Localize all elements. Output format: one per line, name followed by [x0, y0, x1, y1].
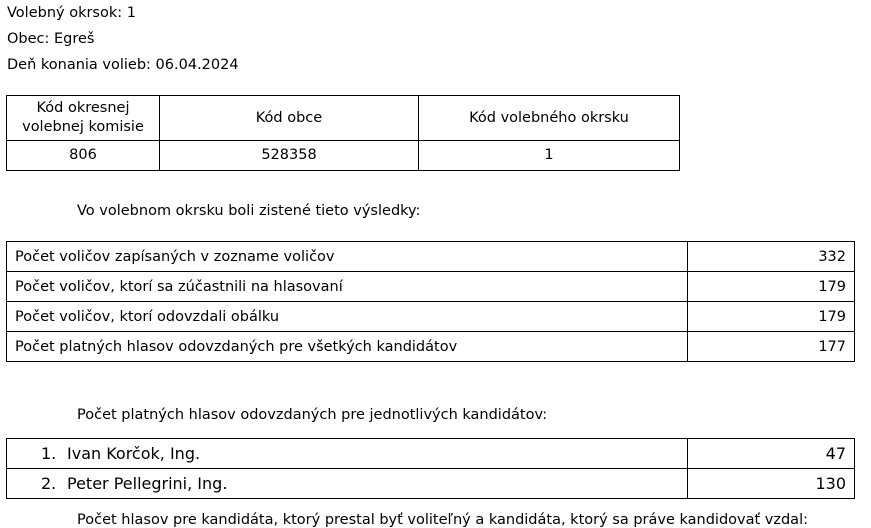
- candidate-cell: [7, 439, 688, 469]
- codes-value-row: [7, 141, 680, 171]
- stat-label: Počet voličov, ktorí odovzdali obálku: [7, 302, 688, 332]
- candidates-table: [6, 438, 855, 499]
- stat-label: Počet platných hlasov odovzdaných pre všetkých kandidátov: [7, 332, 688, 362]
- candidate-number: 1.: [41, 444, 57, 463]
- table-row: [7, 242, 855, 272]
- candidate-number: 2.: [41, 474, 57, 493]
- election-date-label: Deň konania volieb: 06.04.2024: [7, 57, 239, 73]
- candidate-name: Peter Pellegrini, Ing.: [67, 474, 228, 493]
- table-row: [7, 469, 855, 499]
- stats-table: [6, 241, 855, 362]
- codes-header-row: [7, 96, 680, 141]
- candidate-votes: 47: [688, 439, 855, 469]
- candidate-name: Ivan Korčok, Ing.: [67, 444, 201, 463]
- stat-value: 177: [688, 332, 855, 362]
- candidates-intro: Počet platných hlasov odovzdaných pre jednotlivých kandidátov:: [77, 407, 548, 423]
- municipality-code-value: 528358: [160, 141, 419, 171]
- table-row: [7, 302, 855, 332]
- district-code-value: 1: [419, 141, 680, 171]
- stat-value: 179: [688, 272, 855, 302]
- stat-value: 332: [688, 242, 855, 272]
- stat-label: Počet voličov zapísaných v zozname voličov: [7, 242, 688, 272]
- stat-label: Počet voličov, ktorí sa zúčastnili na hlasovaní: [7, 272, 688, 302]
- results-intro: Vo volebnom okrsku boli zistené tieto výsledky:: [77, 203, 421, 219]
- district-label: Volebný okrsok: 1: [7, 5, 136, 21]
- district-code-header: Kód volebného okrsku: [419, 96, 680, 141]
- table-row: [7, 272, 855, 302]
- district-commission-code-value: 806: [7, 141, 160, 171]
- municipality-label: Obec: Egreš: [7, 31, 95, 47]
- municipality-code-header: Kód obce: [160, 96, 419, 141]
- cutoff-text: Počet hlasov pre kandidáta, ktorý prestal byť voliteľný a kandidáta, ktorý sa práve kandidovať vzdal:: [77, 512, 808, 528]
- stat-value: 179: [688, 302, 855, 332]
- candidate-cell: [7, 469, 688, 499]
- candidate-votes: 130: [688, 469, 855, 499]
- table-row: [7, 332, 855, 362]
- district-commission-code-header: Kód okresnej volebnej komisie: [7, 96, 160, 141]
- table-row: [7, 439, 855, 469]
- codes-table: [6, 95, 680, 171]
